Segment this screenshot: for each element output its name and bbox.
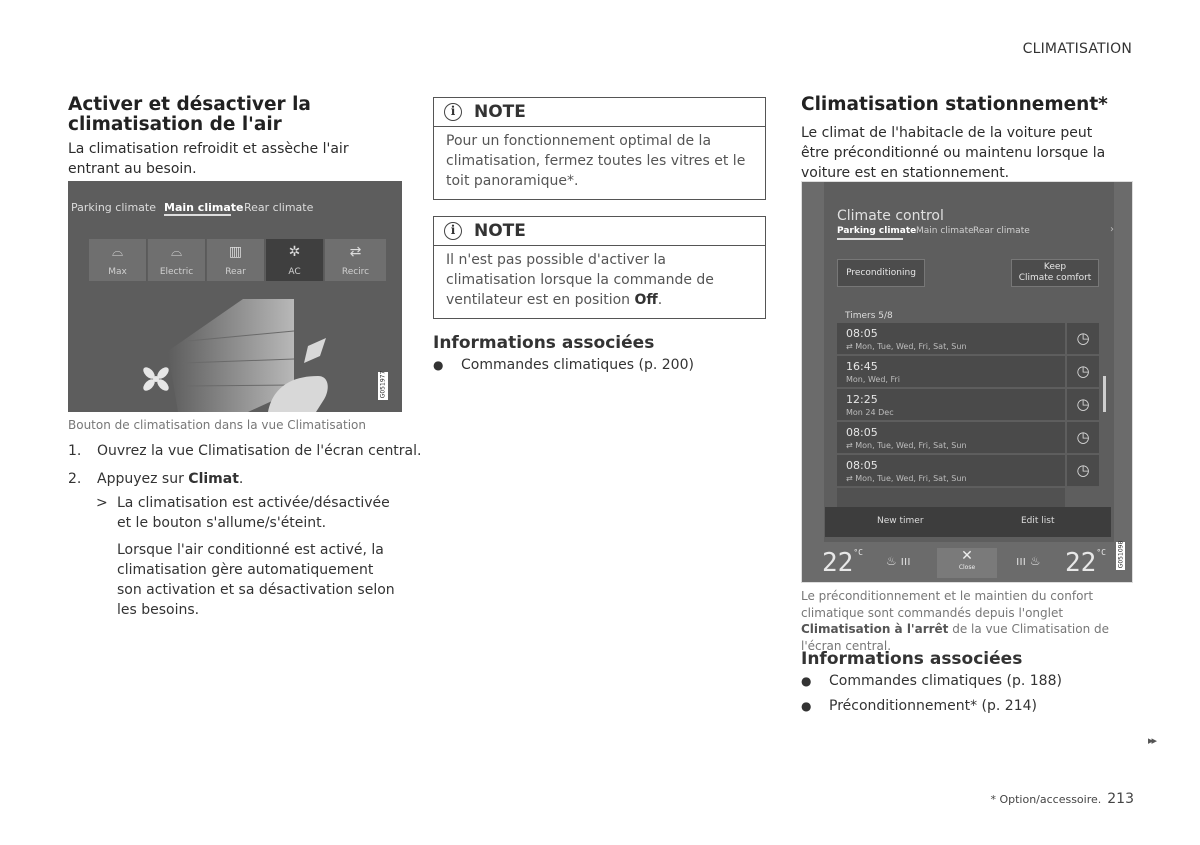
recirc-button (325, 239, 386, 281)
timer-time: 12:25 (846, 393, 878, 406)
button-label: AC (288, 267, 301, 277)
fan-icon (141, 365, 171, 393)
timer-clock-icon: ◷ (1067, 422, 1099, 454)
info-icon: i (444, 222, 462, 240)
step-2 (68, 469, 403, 489)
related-link[interactable] (801, 671, 1133, 691)
result-text: La climatisation est activée/désactivée et le bouton s'allume/s'éteint. (117, 495, 390, 531)
note-header (434, 217, 765, 246)
related-info-title-parking: Informations associées (801, 649, 1023, 669)
image-caption: Bouton de climatisation dans la vue Climatisation (68, 418, 366, 432)
result-extra-text: Lorsque l'air conditionné est activé, la climatisation gère automatiquement son activation et sa désactivation selon les besoins. (117, 542, 395, 618)
timer-days: ⇄ Mon, Tue, Wed, Fri, Sat, Sun (846, 342, 967, 351)
intro-text: La climatisation refroidit et assèche l'air entrant au besoin. (68, 141, 349, 177)
step-1 (68, 441, 422, 461)
section-title: Activer et désactiver la climatisation de l'air (68, 94, 311, 135)
bullet-dot: ● (801, 699, 812, 713)
timer-actions-bar (825, 507, 1111, 537)
button-label: Rear (225, 267, 246, 277)
active-tab-indicator (164, 214, 231, 216)
timer-clock-icon: ◷ (1067, 356, 1099, 388)
related-link[interactable] (801, 696, 1133, 716)
related-link-text: Préconditionnement* (p. 214) (829, 698, 1037, 714)
timers-count: Timers 5/8 (845, 311, 893, 321)
preconditioning-button: Preconditioning (837, 259, 925, 287)
temp-left (822, 548, 863, 578)
climate-button-row (89, 239, 386, 281)
timer-clock-icon: ◷ (1067, 389, 1099, 421)
timer-time: 08:05 (846, 327, 878, 340)
button-label-line: Keep (1043, 262, 1067, 272)
tab-rear-climate: Rear climate (973, 226, 1030, 236)
temp-right (1065, 548, 1106, 578)
seat-heat-left-icon: ♨ ııı (886, 554, 911, 568)
button-label: Recirc (341, 267, 370, 277)
note-box-1 (433, 97, 766, 200)
chevron-right-icon: › (1110, 224, 1114, 235)
note-text-part: . (657, 292, 663, 308)
button-label: Max (108, 267, 127, 277)
tab-parking-climate: Parking climate (837, 226, 917, 236)
caption-keyword: Climatisation à l'arrêt (801, 622, 949, 636)
timer-time: 08:05 (846, 426, 878, 439)
related-info-title: Informations associées (433, 333, 655, 353)
related-link-text: Commandes climatiques (p. 188) (829, 673, 1062, 689)
caption-text-part: de la vue Climatisation de l'écran central. (801, 622, 1109, 653)
temp-value: 22 (1065, 548, 1097, 578)
close-icon: ✕ (961, 548, 973, 564)
close-label: Close (958, 564, 976, 571)
info-icon: i (444, 103, 462, 121)
related-link[interactable] (433, 355, 766, 375)
note-header (434, 98, 765, 127)
image-code (1116, 542, 1125, 570)
defrost-max-icon: ⌓ (111, 244, 124, 260)
tab-main-climate: Main climate (164, 201, 244, 214)
timer-days: ⇄ Mon, Tue, Wed, Fri, Sat, Sun (846, 474, 967, 483)
section-header: CLIMATISATION (1022, 41, 1132, 57)
note-title: NOTE (474, 102, 526, 122)
timer-time: 08:05 (846, 459, 878, 472)
new-timer-button: New timer (877, 516, 924, 526)
temp-unit: °C (1096, 548, 1106, 557)
timer-clock-icon: ◷ (1067, 323, 1099, 355)
timer-days: Mon 24 Dec (846, 408, 894, 417)
note-text (434, 246, 765, 318)
image-caption-parking (801, 588, 1133, 654)
timer-time: 16:45 (846, 360, 878, 373)
note-box-2 (433, 216, 766, 319)
step-keyword: Climat (188, 471, 239, 487)
parking-climate-screen-image (801, 181, 1133, 583)
section-title-parking: Climatisation stationnement* (801, 94, 1108, 115)
climate-footer-bar (802, 542, 1133, 583)
recirc-icon: ⇄ (349, 244, 362, 260)
screen-title: Climate control (837, 208, 944, 224)
image-code (378, 372, 388, 400)
button-label: Electric (159, 267, 194, 277)
temp-value: 22 (822, 548, 854, 578)
timer-row (837, 356, 1065, 388)
scrollbar (1103, 376, 1106, 412)
step-number: 1. (68, 443, 82, 459)
bullet-dot: ● (433, 358, 444, 372)
bullet-dot: ● (801, 674, 812, 688)
result-marker: > (96, 495, 108, 511)
defrost-electric-icon: ⌓ (170, 244, 183, 260)
note-title: NOTE (474, 221, 526, 241)
timer-row (837, 422, 1065, 454)
image-code-text: G051098 (1117, 540, 1125, 569)
max-defrost-button (89, 239, 147, 281)
electric-defrost-button (148, 239, 206, 281)
seat-fan-illustration (68, 291, 402, 412)
ac-icon: ✲ (288, 244, 301, 260)
page-number: 213 (1107, 791, 1134, 807)
footnote: * Option/accessoire. (990, 793, 1102, 806)
timer-row (837, 389, 1065, 421)
keep-climate-comfort-button (1011, 259, 1099, 287)
rear-defrost-button (207, 239, 265, 281)
timer-row (837, 323, 1065, 355)
timer-row-partial (837, 488, 1065, 508)
step-text-part: Appuyez sur (97, 471, 189, 487)
note-keyword: Off (634, 292, 658, 308)
seat-heat-right-icon: ııı ♨ (1016, 554, 1041, 568)
timer-row (837, 455, 1065, 487)
column-1 (68, 95, 403, 179)
note-text-part: Il n'est pas possible d'activer la climatisation lorsque la commande de ventilateur est en position (446, 252, 714, 308)
timer-days: ⇄ Mon, Tue, Wed, Fri, Sat, Sun (846, 441, 967, 450)
next-page-icon[interactable]: ▸▸ (1148, 734, 1156, 747)
active-tab-indicator (837, 238, 903, 240)
temp-unit: °C (853, 548, 863, 557)
edit-list-button: Edit list (1021, 516, 1055, 526)
ac-button (266, 239, 324, 281)
tab-rear-climate: Rear climate (244, 201, 314, 214)
step-text: Ouvrez la vue Climatisation de l'écran central. (97, 443, 422, 459)
defrost-rear-icon: ▥ (228, 244, 243, 260)
caption-text-part: Le préconditionnement et le maintien du confort climatique sont commandés depuis l'onglet (801, 589, 1094, 620)
image-code-text: G051977 (379, 370, 387, 399)
step-text (97, 469, 243, 489)
tab-parking-climate: Parking climate (71, 201, 156, 214)
page-footer (990, 791, 1134, 807)
tab-main-climate: Main climate (916, 226, 974, 236)
climate-screen-image (68, 181, 402, 412)
button-label-line: Climate comfort (1018, 273, 1092, 283)
intro-text-parking: Le climat de l'habitacle de la voiture peut être préconditionné ou maintenu lorsque la voiture est en stationnement. (801, 125, 1106, 181)
step-number: 2. (68, 471, 82, 487)
related-link-text: Commandes climatiques (p. 200) (461, 357, 694, 373)
step-text-part: . (238, 471, 244, 487)
note-text: Pour un fonctionnement optimal de la climatisation, fermez toutes les vitres et le toit panoramique*. (446, 133, 746, 189)
close-button (937, 548, 997, 578)
timer-days: Mon, Wed, Fri (846, 375, 901, 384)
timer-clock-icon: ◷ (1067, 455, 1099, 487)
